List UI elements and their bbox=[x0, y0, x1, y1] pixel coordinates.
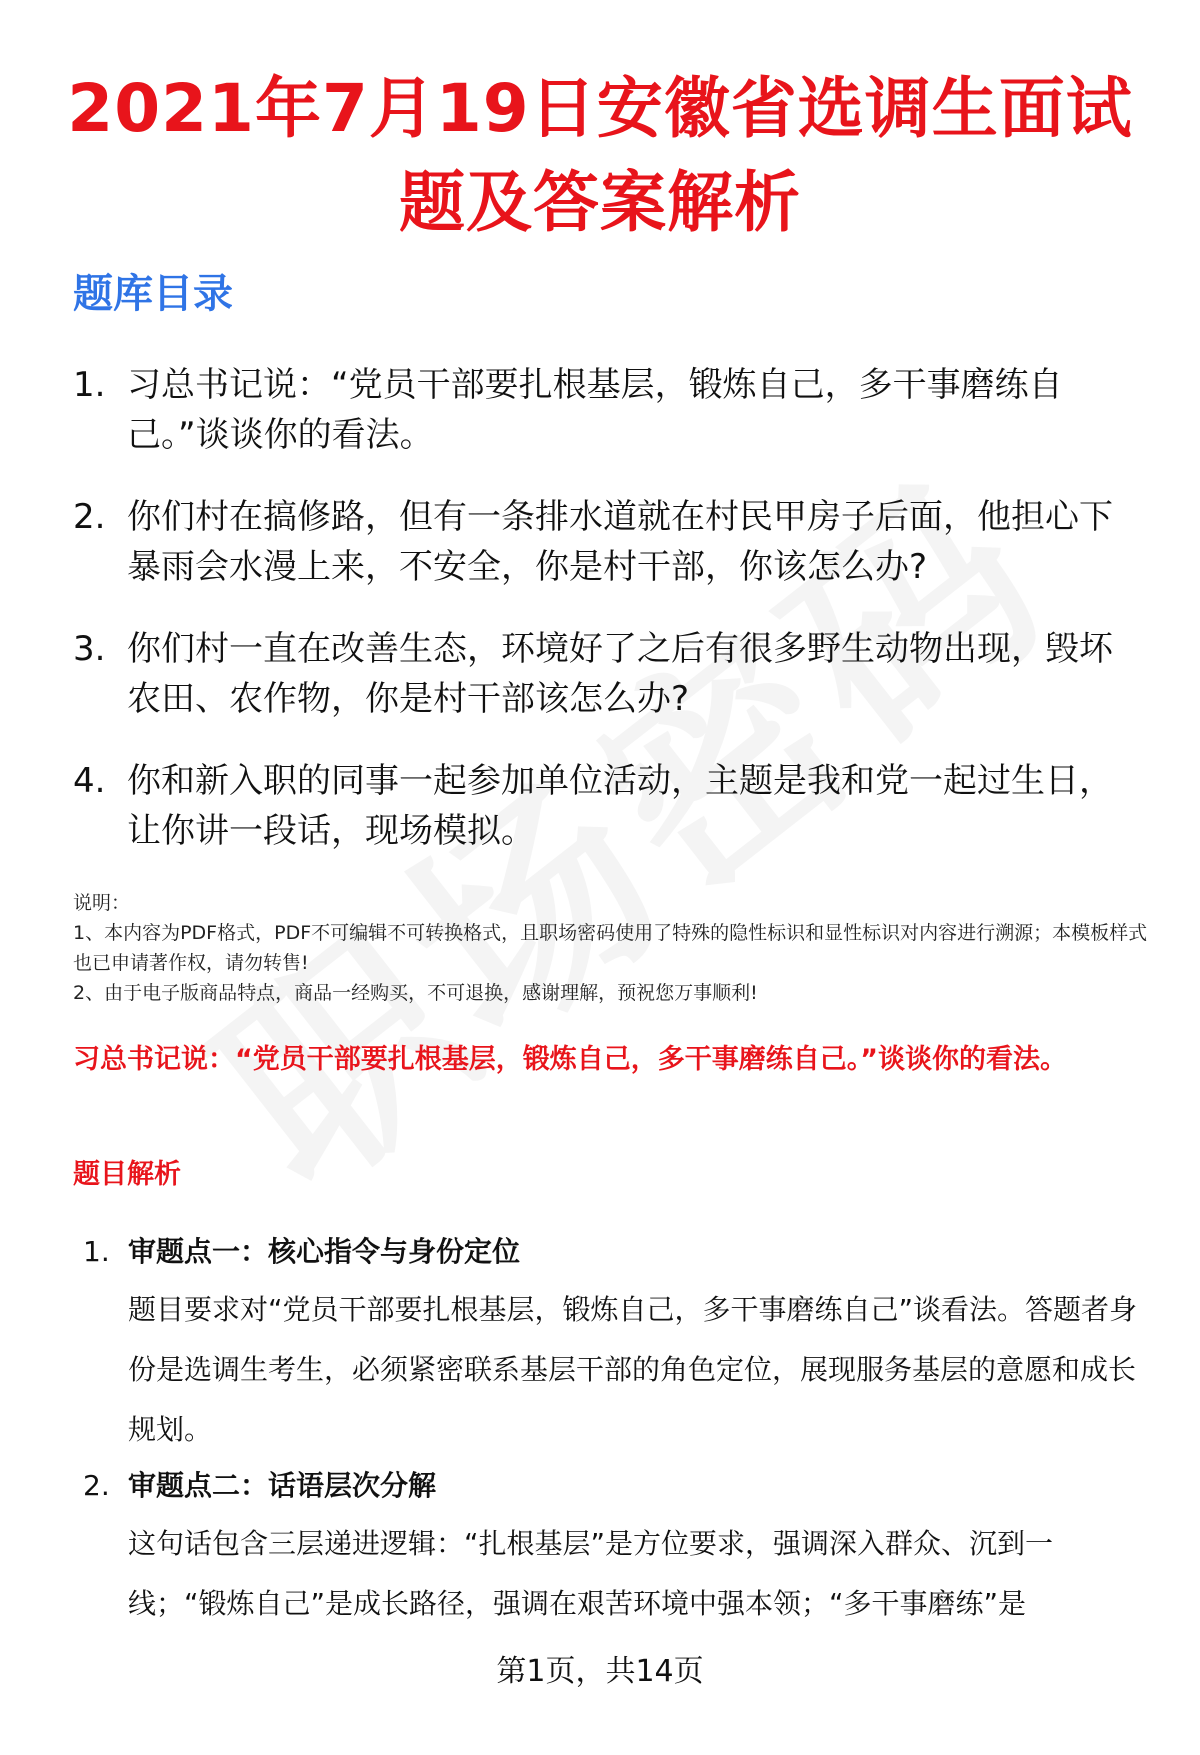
toc-item-number: 3. bbox=[73, 629, 106, 669]
toc-item[interactable] bbox=[73, 756, 1143, 856]
toc-item-text: 你们村在搞修路，但有一条排水道就在村民甲房子后面，他担心下暴雨会水漫上来，不安全，你是村干部，你该怎么办? bbox=[127, 497, 1113, 587]
question-heading: 习总书记说：“党员干部要扎根基层，锻炼自己，多干事磨练自己。”谈谈你的看法。 bbox=[73, 1044, 1067, 1075]
analysis-point bbox=[83, 1466, 1143, 1634]
toc-item[interactable] bbox=[73, 492, 1143, 592]
point-title: 审题点二：话语层次分解 bbox=[128, 1469, 437, 1502]
page-title: 2021年7月19日安徽省选调生面试题及答案解析 bbox=[67, 70, 1133, 241]
point-title: 审题点一：核心指令与身份定位 bbox=[128, 1235, 521, 1268]
toc-item-text: 习总书记说：“党员干部要扎根基层，锻炼自己，多干事磨练自己。”谈谈你的看法。 bbox=[127, 365, 1063, 455]
note-line-1: 1、本内容为PDF格式，PDF不可编辑不可转换格式，且职场密码使用了特殊的隐性标识和显性标识对内容进行溯源；本模板样式也已申请著作权，请勿转售! bbox=[73, 922, 1148, 974]
disclaimer-note bbox=[73, 888, 1153, 1008]
point-body: 题目要求对“党员干部要扎根基层，锻炼自己，多干事磨练自己”谈看法。答题者身份是选调生考生，必须紧密联系基层干部的角色定位，展现服务基层的意愿和成长规划。 bbox=[128, 1293, 1138, 1446]
analysis-heading: 题目解析 bbox=[73, 1159, 181, 1190]
toc-item-number: 4. bbox=[73, 761, 106, 801]
toc-item[interactable] bbox=[73, 624, 1143, 724]
analysis-list bbox=[83, 1232, 1143, 1640]
point-number: 1. bbox=[83, 1235, 110, 1268]
point-body: 这句话包含三层递进逻辑：“扎根基层”是方位要求，强调深入群众、沉到一线；“锻炼自己”是成长路径，强调在艰苦环境中强本领；“多干事磨练”是 bbox=[128, 1527, 1054, 1620]
toc-item-number: 2. bbox=[73, 497, 106, 537]
note-line-2: 2、由于电子版商品特点，商品一经购买，不可退换，感谢理解，预祝您万事顺利! bbox=[73, 982, 758, 1004]
point-number: 2. bbox=[83, 1469, 110, 1502]
toc-heading: 题库目录 bbox=[73, 271, 233, 317]
toc-list bbox=[73, 360, 1143, 888]
toc-item-number: 1. bbox=[73, 365, 106, 405]
analysis-point bbox=[83, 1232, 1143, 1460]
toc-item[interactable] bbox=[73, 360, 1143, 460]
page-number: 第1页，共14页 bbox=[496, 1654, 704, 1689]
toc-item-text: 你和新入职的同事一起参加单位活动，主题是我和党一起过生日，让你讲一段话，现场模拟。 bbox=[127, 761, 1113, 851]
note-label: 说明： bbox=[73, 892, 131, 914]
toc-item-text: 你们村一直在改善生态，环境好了之后有很多野生动物出现，毁坏农田、农作物，你是村干部该怎么办? bbox=[127, 629, 1113, 719]
